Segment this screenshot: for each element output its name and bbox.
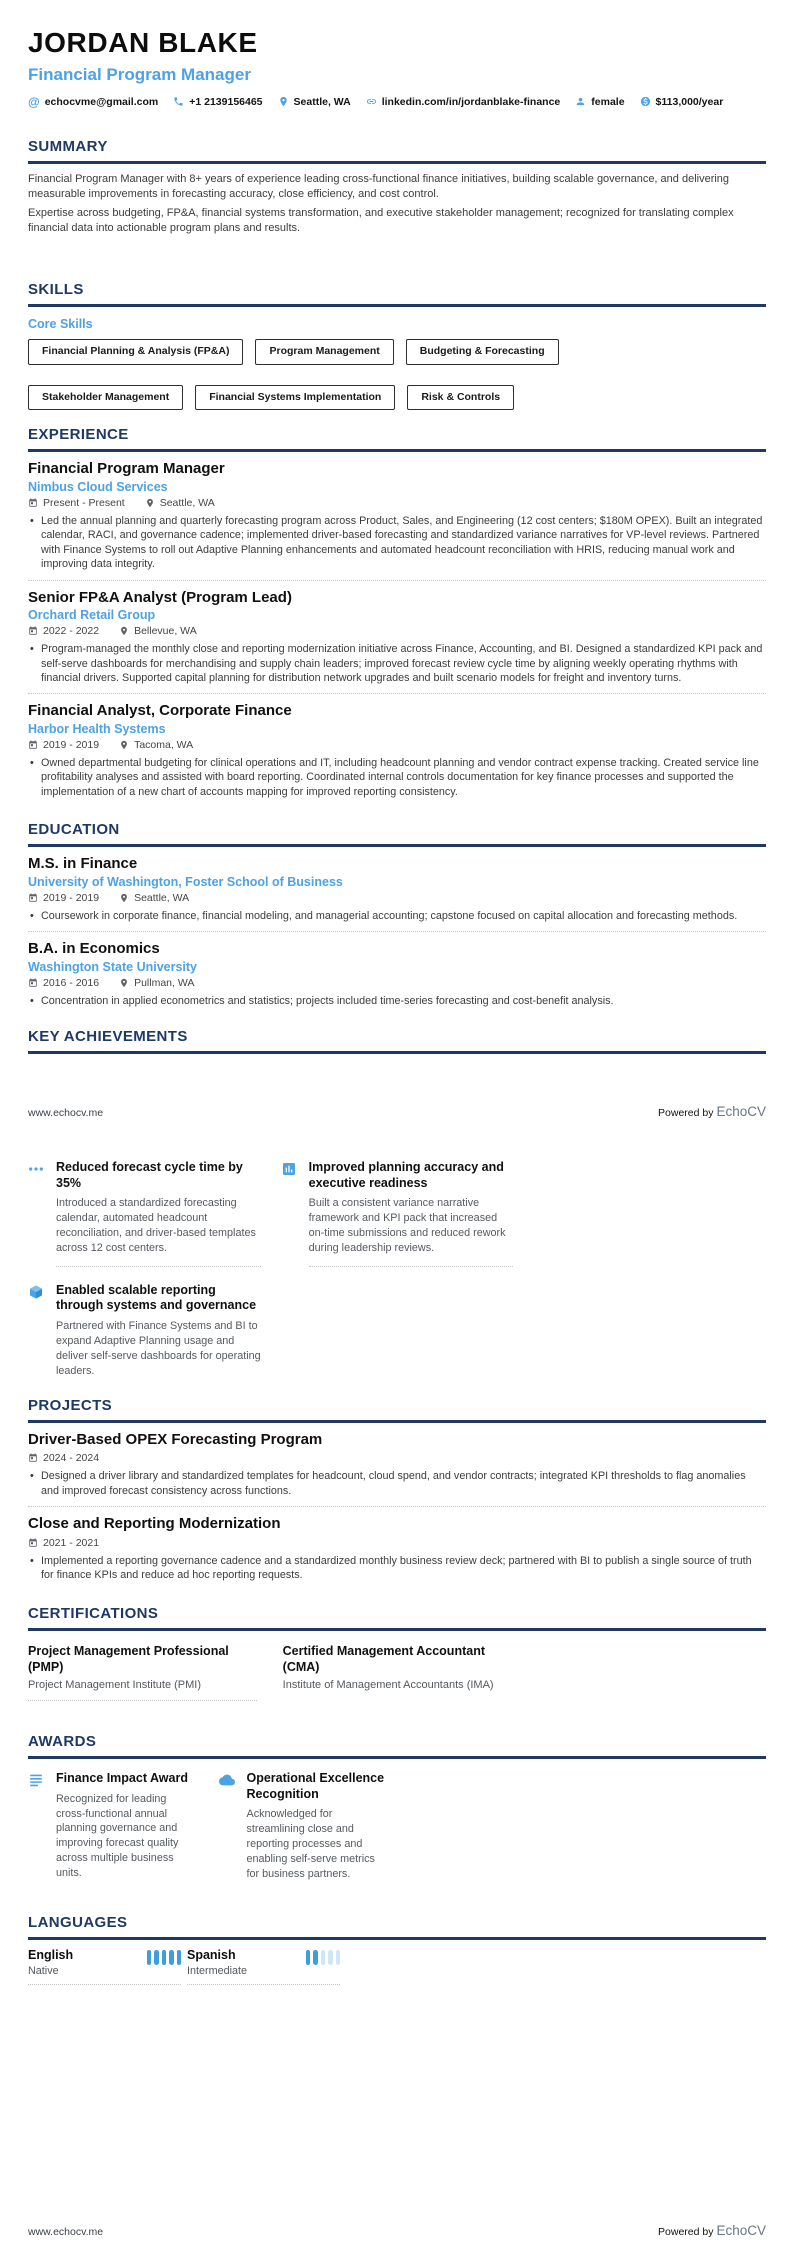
projects-section xyxy=(28,1397,766,1583)
language-proficiency-bars xyxy=(147,1948,182,1965)
education-entry xyxy=(28,855,766,932)
languages-heading: LANGUAGES xyxy=(28,1914,766,1940)
calendar-icon xyxy=(28,978,38,988)
experience-heading: EXPERIENCE xyxy=(28,426,766,452)
entry-bullet: • Owned departmental budgeting for clinical operations and IT, including headcount planning and vendor contract expense tracking. Created service line profitability analyses and assisted with board reporting. Coordinated internal controls documentation for key finance processes and supported the implementation of a new chart of accounts mapping for improved reporting consistency. xyxy=(28,756,766,799)
school-name: Washington State University xyxy=(28,960,198,975)
certification-entry xyxy=(28,1635,257,1702)
footer-site-url[interactable]: www.echocv.me xyxy=(28,2226,104,2238)
project-title: Close and Reporting Modernization xyxy=(28,1515,281,1533)
entry-bullet: • Implemented a reporting governance cadence and a standardized monthly business review deck; partnered with BI to publish a single source of truth for finance KPIs and reduce ad hoc reporting requests. xyxy=(28,1554,766,1583)
certifications-section xyxy=(28,1605,766,1704)
person-icon xyxy=(575,96,586,107)
experience-section xyxy=(28,426,766,799)
dollar-icon xyxy=(640,96,651,107)
entry-dates: 2024 - 2024 xyxy=(28,1452,99,1464)
language-item xyxy=(187,1948,340,1986)
award-item xyxy=(28,1771,195,1881)
calendar-icon xyxy=(28,740,38,750)
project-entry xyxy=(28,1515,766,1582)
entry-dates: 2019 - 2019 xyxy=(28,892,99,904)
entry-company: Nimbus Cloud Services xyxy=(28,480,168,495)
footer-powered-by: Powered by EchoCV xyxy=(658,1104,766,1119)
achievements-grid xyxy=(28,1160,766,1379)
achievement-item xyxy=(28,1283,261,1379)
calendar-icon xyxy=(28,1453,38,1463)
entry-bullet: • Designed a driver library and standardized templates for headcount, cloud spend, and vendor contracts; integrated KPI thresholds to flag anomalies and improved forecast consistency across functions. xyxy=(28,1469,766,1498)
achievements-heading: KEY ACHIEVEMENTS xyxy=(28,1028,766,1054)
location-icon xyxy=(119,740,129,750)
cloud-icon xyxy=(219,1771,237,1882)
page-footer xyxy=(28,1103,766,1121)
certifications-grid xyxy=(28,1635,766,1704)
certification-issuer: Project Management Institute (PMI) xyxy=(28,1679,202,1692)
language-name: Spanish xyxy=(187,1947,236,1962)
projects-heading: PROJECTS xyxy=(28,1397,766,1423)
project-entry xyxy=(28,1431,766,1507)
page-two-content xyxy=(28,1160,766,1985)
certification-entry xyxy=(283,1635,512,1692)
award-title: Finance Impact Award xyxy=(56,1771,188,1786)
language-proficiency-bars xyxy=(306,1948,341,1965)
awards-grid xyxy=(28,1771,766,1882)
entry-title: Financial Analyst, Corporate Finance xyxy=(28,702,292,720)
award-description: Acknowledged for streamlining close and reporting processes and enabling self-serve metrics for business partners. xyxy=(246,1808,375,1880)
entry-dates: 2021 - 2021 xyxy=(28,1537,99,1549)
project-title: Driver-Based OPEX Forecasting Program xyxy=(28,1430,323,1448)
award-title: Operational Excellence Recognition xyxy=(246,1771,385,1801)
location-icon xyxy=(145,498,155,508)
entry-meta xyxy=(28,1452,766,1464)
skill-chip: Financial Systems Implementation xyxy=(195,385,395,411)
entry-location: Seattle, WA xyxy=(145,497,215,509)
entry-location: Pullman, WA xyxy=(119,977,194,989)
skills-section xyxy=(28,281,766,410)
echocv-logo: EchoCV xyxy=(716,2223,766,2238)
entry-location: Seattle, WA xyxy=(119,892,189,904)
entry-company: Harbor Health Systems xyxy=(28,722,166,737)
summary-paragraph: Expertise across budgeting, FP&A, financial systems transformation, and executive stakeholder management; recognized for translating complex financial data into actionable program plans and results. xyxy=(28,206,734,235)
skills-group-label: Core Skills xyxy=(28,317,93,332)
languages-section xyxy=(28,1914,766,1986)
contact-row xyxy=(28,96,766,108)
certifications-heading: CERTIFICATIONS xyxy=(28,1605,766,1631)
entry-company: Orchard Retail Group xyxy=(28,608,156,623)
entry-dates: 2019 - 2019 xyxy=(28,739,99,751)
degree-title: B.A. in Economics xyxy=(28,940,160,958)
skill-chip: Stakeholder Management xyxy=(28,385,183,411)
person-job-title: Financial Program Manager xyxy=(28,64,251,84)
award-item xyxy=(219,1771,386,1882)
entry-title: Senior FP&A Analyst (Program Lead) xyxy=(28,588,292,606)
entry-dates: Present - Present xyxy=(28,497,125,509)
summary-section xyxy=(28,138,766,237)
entry-title: Financial Program Manager xyxy=(28,460,225,478)
achievement-item xyxy=(28,1160,261,1269)
entry-meta xyxy=(28,977,766,989)
entry-meta xyxy=(28,739,766,751)
experience-entry xyxy=(28,589,766,695)
summary-paragraph: Financial Program Manager with 8+ years of experience leading cross-functional finance initiatives, building scalable governance, and delivering measurable improvements in forecasting accuracy, close efficiency, and cost control. xyxy=(28,172,730,201)
achievement-item xyxy=(281,1160,514,1269)
language-level: Native xyxy=(28,1965,59,1978)
languages-grid xyxy=(28,1948,766,1986)
experience-entry xyxy=(28,702,766,799)
certification-name: Certified Management Accountant (CMA) xyxy=(282,1643,485,1674)
list-icon xyxy=(28,1771,46,1881)
language-level: Intermediate xyxy=(187,1965,248,1978)
entry-meta xyxy=(28,1537,766,1549)
skills-heading: SKILLS xyxy=(28,281,766,307)
skill-chip: Budgeting & Forecasting xyxy=(406,339,559,365)
calendar-icon xyxy=(28,626,38,636)
footer-site-url[interactable]: www.echocv.me xyxy=(28,1107,104,1119)
contact-salary: $113,000/year xyxy=(640,96,724,108)
education-section xyxy=(28,821,766,1008)
skill-chip: Financial Planning & Analysis (FP&A) xyxy=(28,339,243,365)
contact-email[interactable]: @ echocvme@gmail.com xyxy=(28,94,159,109)
achievement-description: Introduced a standardized forecasting calendar, automated headcount reconciliation, and driver-based templates across 12 cost centers. xyxy=(56,1197,256,1254)
location-icon xyxy=(119,893,129,903)
entry-bullet: • Led the annual planning and quarterly forecasting program across Product, Sales, and Engineering (12 cost centers; $180M OPEX). Built an integrated calendar, RACI, and governance cadence; implemented driver-based forecasting and standardized variance narratives for VP-level reviews. Partnered with Finance Systems to roll out Adaptive Planning enhancements and automated headcount reconciliation with HRIS, reducing manual work and improving data integrity. xyxy=(28,514,766,571)
contact-gender: female xyxy=(575,96,624,108)
awards-heading: AWARDS xyxy=(28,1733,766,1759)
entry-bullet: • Concentration in applied econometrics and statistics; projects included time-series forecasting and cost-benefit analysis. xyxy=(28,994,766,1008)
certification-issuer: Institute of Management Accountants (IMA) xyxy=(282,1679,494,1692)
award-description: Recognized for leading cross-functional annual planning governance and improving forecast quality across multiple business units. xyxy=(56,1792,179,1880)
entry-bullet: • Program-managed the monthly close and reporting modernization initiative across Finance, Accounting, and BI. Designed a standardized KPI pack and self-serve dashboards for merchandising and supply chain leaders; improved forecast review cycle time by aligning weekly operating rhythms with financial drivers. Supported capital planning for distribution network upgrades and built scenario models for freight and inventory turns. xyxy=(28,642,766,685)
entry-location: Bellevue, WA xyxy=(119,625,197,637)
bar-chart-icon xyxy=(281,1160,299,1269)
degree-title: M.S. in Finance xyxy=(28,855,138,873)
achievement-description: Built a consistent variance narrative framework and KPI pack that increased on-time submissions and reduced rework during leadership reviews. xyxy=(308,1197,506,1254)
phone-icon xyxy=(173,96,184,107)
education-entry xyxy=(28,940,766,1008)
achievement-title: Improved planning accuracy and executive readiness xyxy=(308,1160,504,1190)
skill-chip: Risk & Controls xyxy=(407,385,514,411)
education-heading: EDUCATION xyxy=(28,821,766,847)
link-icon xyxy=(366,96,377,107)
entry-location: Tacoma, WA xyxy=(119,739,193,751)
summary-heading: SUMMARY xyxy=(28,138,766,164)
achievement-description: Partnered with Finance Systems and BI to expand Adaptive Planning usage and deliver self-serve dashboards for operating leaders. xyxy=(56,1320,261,1377)
achievement-title: Enabled scalable reporting through systems and governance xyxy=(56,1282,257,1313)
entry-bullet: • Coursework in corporate finance, financial modeling, and managerial accounting; capstone focused on capital allocation and forecasting methods. xyxy=(28,909,766,923)
entry-meta xyxy=(28,497,766,509)
language-name: English xyxy=(28,1947,74,1962)
entry-dates: 2016 - 2016 xyxy=(28,977,99,989)
footer-powered-by: Powered by EchoCV xyxy=(658,2223,766,2238)
ellipsis-icon xyxy=(28,1160,46,1269)
page-footer xyxy=(28,2222,766,2240)
school-name: University of Washington, Foster School of Business xyxy=(28,874,343,889)
awards-section xyxy=(28,1733,766,1882)
location-icon xyxy=(119,626,129,636)
skill-chip: Program Management xyxy=(255,339,393,365)
person-name: JORDAN BLAKE xyxy=(28,27,258,58)
calendar-icon xyxy=(28,1538,38,1548)
resume-header xyxy=(28,26,766,108)
contact-linkedin[interactable]: linkedin.com/in/jordanblake-finance xyxy=(366,96,561,108)
skills-chip-list xyxy=(28,339,766,410)
location-icon xyxy=(119,978,129,988)
entry-dates: 2022 - 2022 xyxy=(28,625,99,637)
contact-phone[interactable]: +1 2139156465 xyxy=(173,96,262,108)
contact-location: Seattle, WA xyxy=(278,96,351,108)
calendar-icon xyxy=(28,893,38,903)
certification-name: Project Management Professional (PMP) xyxy=(28,1643,229,1674)
achievements-section xyxy=(28,1028,766,1054)
cube-icon xyxy=(28,1283,46,1379)
entry-meta xyxy=(28,892,766,904)
experience-entry xyxy=(28,460,766,580)
entry-meta xyxy=(28,625,766,637)
language-item xyxy=(28,1948,181,1986)
echocv-logo: EchoCV xyxy=(716,1104,766,1119)
calendar-icon xyxy=(28,498,38,508)
location-icon xyxy=(278,96,289,107)
achievement-title: Reduced forecast cycle time by 35% xyxy=(56,1160,243,1190)
at-icon: @ xyxy=(28,94,40,109)
